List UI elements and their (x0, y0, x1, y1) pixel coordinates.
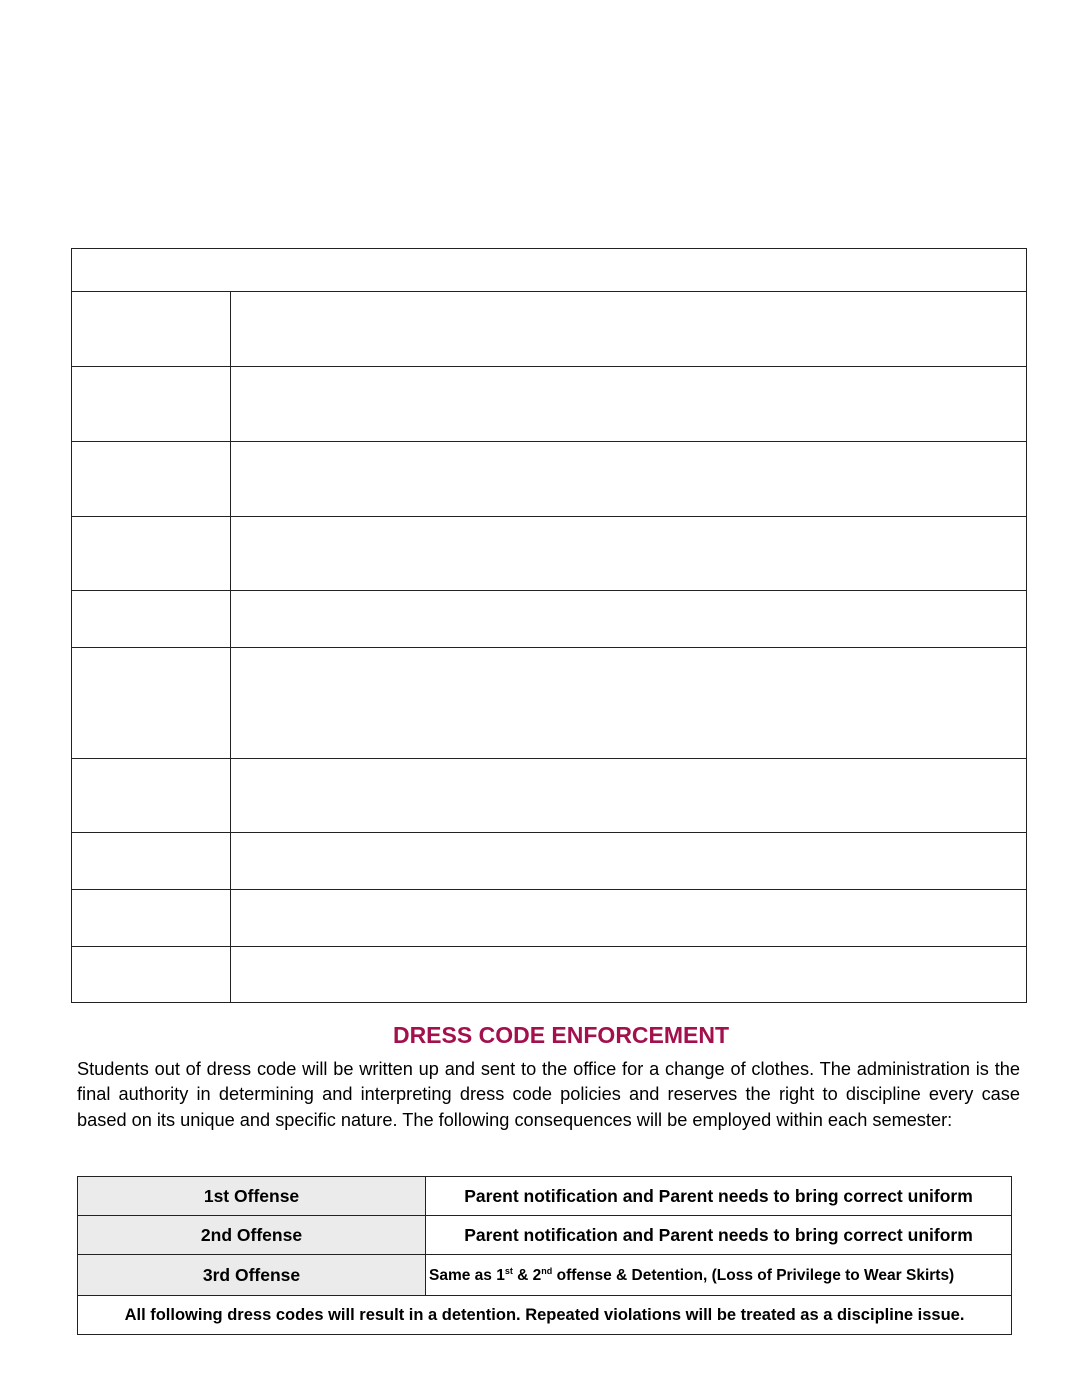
table-row (72, 517, 1027, 591)
offense-table (77, 1176, 1012, 1335)
table-header-row (72, 249, 1027, 292)
table-row (72, 648, 1027, 759)
footer-note: All following dress codes will result in a detention. Repeated violations will be treated as a discipline issue. (78, 1296, 1012, 1335)
offense-label: 1st Offense (78, 1177, 426, 1216)
offense-row (78, 1177, 1012, 1216)
enforcement-paragraph: Students out of dress code will be written up and sent to the office for a change of clothes. The administration is the final authority in determining and interpreting dress code policies and reserves the right to discipline every case based on its unique and specific nature. The following consequences will be employed within each semester: (77, 1059, 1020, 1130)
offense-row (78, 1255, 1012, 1296)
table-row (72, 367, 1027, 442)
table-row (72, 442, 1027, 517)
footer-note-row (78, 1296, 1012, 1335)
section-title: DRESS CODE ENFORCEMENT (392, 1022, 730, 1048)
empty-dress-code-table (71, 248, 1027, 1003)
offense-consequence: Same as 1st & 2nd offense & Detention, (Loss of Privilege to Wear Skirts) (426, 1255, 1012, 1296)
table-row (72, 759, 1027, 833)
table-row (72, 591, 1027, 648)
offense-label: 3rd Offense (78, 1255, 426, 1296)
table-row (72, 833, 1027, 890)
offense-row (78, 1216, 1012, 1255)
offense-consequence: Parent notification and Parent needs to bring correct uniform (426, 1216, 1012, 1255)
table-row (72, 947, 1027, 1003)
offense-label: 2nd Offense (78, 1216, 426, 1255)
table-row (72, 292, 1027, 367)
offense-consequence: Parent notification and Parent needs to bring correct uniform (426, 1177, 1012, 1216)
table-row (72, 890, 1027, 947)
